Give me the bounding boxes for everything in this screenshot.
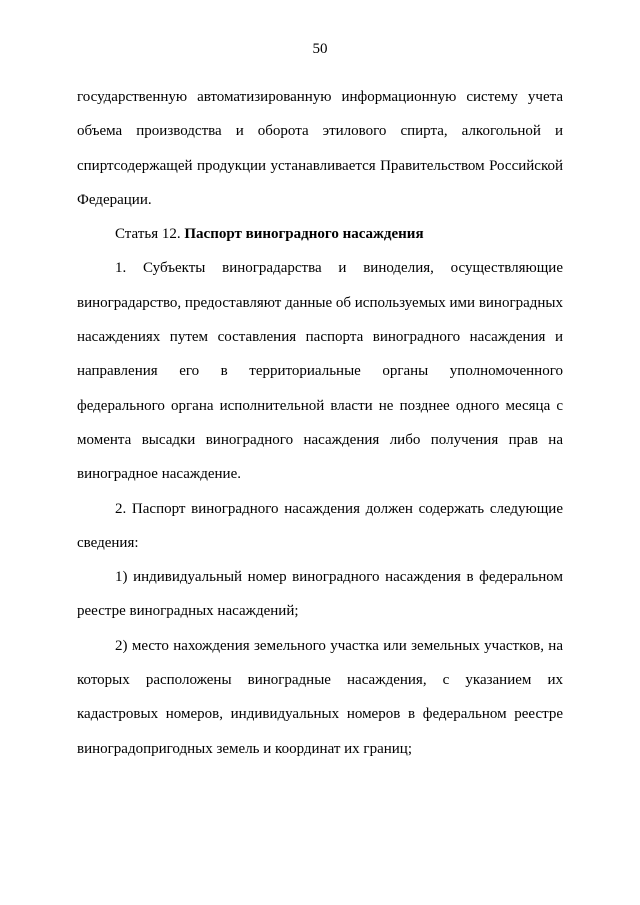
paragraph-item-1: 1. Субъекты виноградарства и виноделия, осуществляющие виноградарство, предоставляют данные об используемых ими виноградных насаждениях путем составления паспорта виноградного насаждения и направления его в территориальные органы уполномоченного федерального органа исполнительной власти не позднее одного месяца с момента высадки виноградного насаждения либо получения прав на виноградное насаждение.: [77, 260, 563, 483]
paragraph-continuation: государственную автоматизированную информационную систему учета объема производства и оборота этилового спирта, алкогольной и спиртсодержащей продукции устанавливается Правительством Российской Федерации.: [77, 89, 563, 208]
paragraph-item-2: 2. Паспорт виноградного насаждения должен содержать следующие сведения:: [77, 500, 563, 551]
page-number: 50: [312, 41, 328, 57]
article-heading: [77, 217, 563, 251]
article-title: Паспорт виноградного насаждения: [184, 226, 424, 243]
article-label: Статья 12.: [115, 226, 181, 243]
document-body: [77, 80, 563, 766]
subitem-1: 1) индивидуальный номер виноградного насаждения в федеральном реестре виноградных насаждений;: [77, 569, 563, 620]
subitem-2: 2) место нахождения земельного участка или земельных участков, на которых расположены виноградные насаждения, с указанием их кадастровых номеров, индивидуальных номеров в федеральном реестре виноградопригодных земель и координат их границ;: [77, 637, 563, 757]
